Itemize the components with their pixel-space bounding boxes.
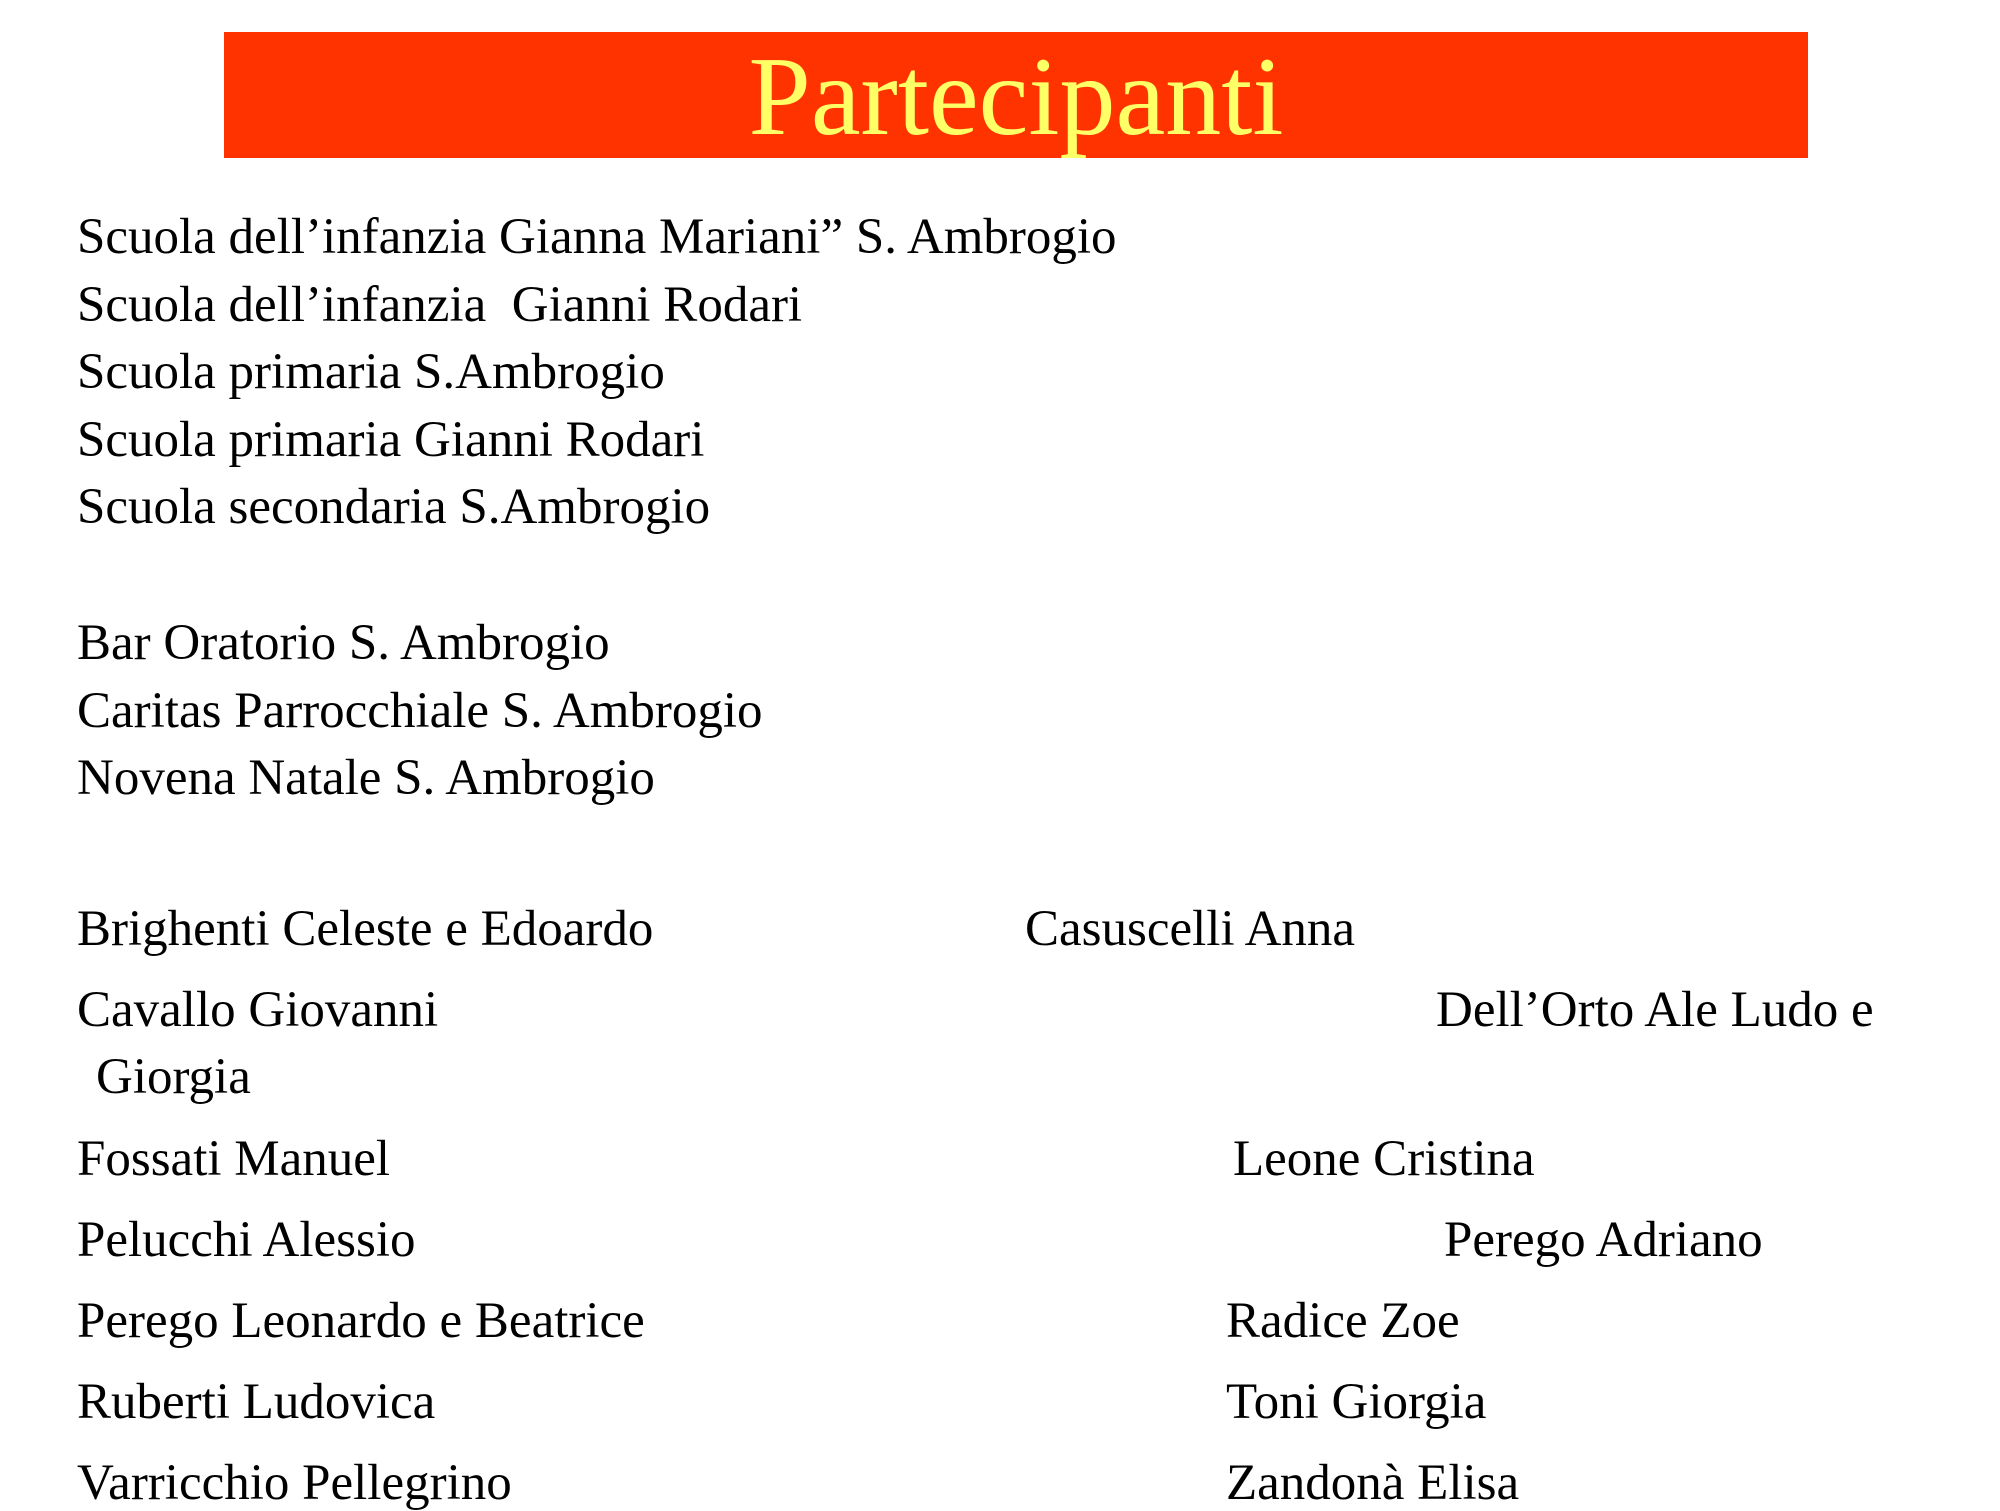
person-name: Fossati Manuel [77, 1131, 391, 1187]
person-name: Leone Cristina [1233, 1131, 1535, 1187]
group-line: Novena Natale S. Ambrogio [77, 750, 655, 806]
person-name: Zandonà Elisa [1226, 1455, 1520, 1511]
title-banner [224, 32, 1808, 158]
person-name: Ruberti Ludovica [77, 1374, 436, 1430]
person-name: Brighenti Celeste e Edoardo [77, 901, 654, 957]
school-line: Scuola dell’infanzia Gianni Rodari [77, 277, 803, 333]
person-name: Perego Adriano [1444, 1212, 1763, 1268]
person-name: Radice Zoe [1226, 1293, 1460, 1349]
person-name: Cavallo Giovanni [77, 982, 439, 1038]
school-line: Scuola primaria S.Ambrogio [77, 344, 665, 400]
group-line: Caritas Parrocchiale S. Ambrogio [77, 683, 763, 739]
school-line: Scuola secondaria S.Ambrogio [77, 479, 711, 535]
person-name: Casuscelli Anna [1025, 901, 1356, 957]
school-line: Scuola dell’infanzia Gianna Mariani” S. Ambrogio [77, 209, 1117, 265]
school-line: Scuola primaria Gianni Rodari [77, 412, 705, 468]
person-name: Pelucchi Alessio [77, 1212, 416, 1268]
person-name: Dell’Orto Ale Ludo e [1436, 982, 1874, 1038]
person-name: Varricchio Pellegrino [77, 1455, 512, 1511]
page-title: Partecipanti [748, 35, 1284, 159]
person-name: Perego Leonardo e Beatrice [77, 1293, 645, 1349]
person-name: Toni Giorgia [1226, 1374, 1487, 1430]
person-name-continuation: Giorgia [96, 1049, 251, 1105]
group-line: Bar Oratorio S. Ambrogio [77, 615, 610, 671]
